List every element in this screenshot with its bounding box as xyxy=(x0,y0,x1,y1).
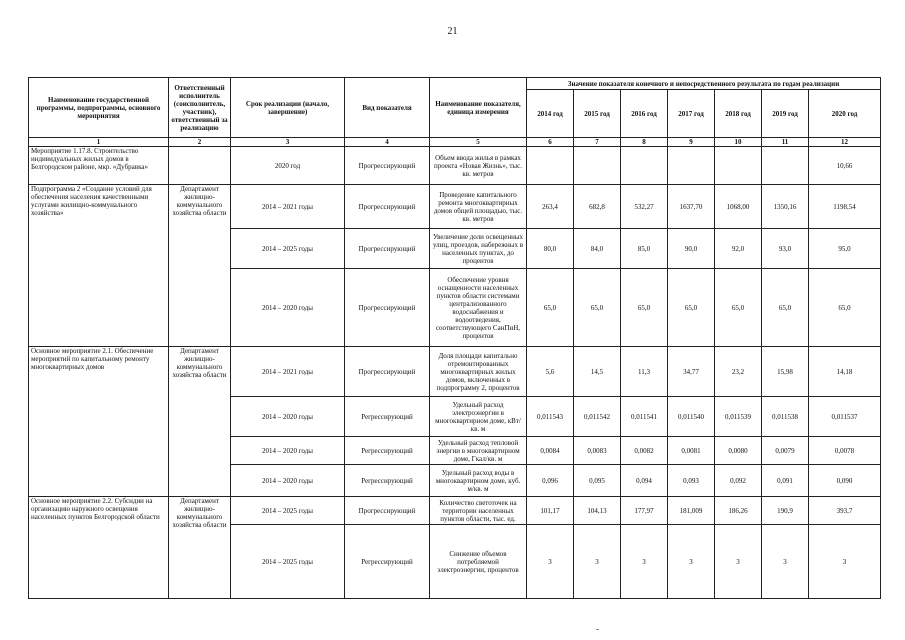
value-2017: 90,0 xyxy=(668,229,715,269)
header-name: Наименование государственной программы, подпрограммы, основного мероприятия xyxy=(29,78,169,138)
responsible-executor xyxy=(169,147,231,185)
value-2014 xyxy=(527,147,574,185)
header-year: 2015 год xyxy=(574,90,621,138)
table-row xyxy=(29,347,881,397)
value-2018: 23,2 xyxy=(715,347,762,397)
header-responsible: Ответственный исполнитель (соисполнитель, участник), ответственный за реализацию xyxy=(169,78,231,138)
program-name: Основное мероприятие 2.2. Субсидии на организацию наружного освещения населенных пунктов Белгородской области xyxy=(29,497,169,599)
value-2020: 14,18 xyxy=(809,347,881,397)
value-2016: 0,011541 xyxy=(621,397,668,437)
value-2017 xyxy=(668,147,715,185)
implementation-period: 2014 – 2020 годы xyxy=(231,397,345,437)
column-number: 1 xyxy=(29,138,169,147)
responsible-executor: Департамент жилищно-коммунального хозяйства области xyxy=(169,497,231,599)
program-name: Подпрограмма 2 «Создание условий для обеспечения населения качественными услугами жилищно-коммунального хозяйства» xyxy=(29,185,169,347)
value-2016: 177,97 xyxy=(621,497,668,525)
indicators-table xyxy=(28,77,881,599)
implementation-period: 2014 – 2021 годы xyxy=(231,347,345,397)
program-name: Мероприятие 1.17.8. Строительство индивидуальных жилых домов в Белгородском районе, мкр. «Дубравка» xyxy=(29,147,169,185)
value-2016: 0,0082 xyxy=(621,437,668,465)
value-2016: 11,3 xyxy=(621,347,668,397)
value-2018: 65,0 xyxy=(715,269,762,347)
indicator-name: Удельный расход тепловой энергии в многоквартирном доме, Гкал/кв. м xyxy=(430,437,527,465)
header-indicator-name: Наименование показателя, единица измерения xyxy=(430,78,527,138)
value-2014: 3 xyxy=(527,525,574,599)
value-2017: 0,093 xyxy=(668,465,715,497)
indicator-type: Регрессирующий xyxy=(345,465,430,497)
value-2018: 0,011539 xyxy=(715,397,762,437)
indicator-type: Прогрессирующий xyxy=(345,147,430,185)
value-2015: 0,011542 xyxy=(574,397,621,437)
column-number: 5 xyxy=(430,138,527,147)
indicator-name: Количество светоточек на территории населенных пунктов области, тыс. ед. xyxy=(430,497,527,525)
value-2014: 5,6 xyxy=(527,347,574,397)
value-2014: 263,4 xyxy=(527,185,574,229)
indicator-name: Объем ввода жилья в рамках проекта «Новая Жизнь», тыс. кв. метров xyxy=(430,147,527,185)
value-2017: 181,009 xyxy=(668,497,715,525)
column-number: 10 xyxy=(715,138,762,147)
value-2016: 3 xyxy=(621,525,668,599)
column-number: 7 xyxy=(574,138,621,147)
value-2017: 0,011540 xyxy=(668,397,715,437)
column-number: 3 xyxy=(231,138,345,147)
value-2016 xyxy=(621,147,668,185)
value-2019: 3 xyxy=(762,525,809,599)
header-year: 2018 год xyxy=(715,90,762,138)
implementation-period: 2014 – 2020 годы xyxy=(231,465,345,497)
responsible-executor: Департамент жилищно-коммунального хозяйства области xyxy=(169,347,231,497)
column-number: 4 xyxy=(345,138,430,147)
table-row xyxy=(29,185,881,229)
value-2018: 0,0080 xyxy=(715,437,762,465)
indicator-name: Снижение объемов потребляемой электроэнергии, процентов xyxy=(430,525,527,599)
value-2016: 0,094 xyxy=(621,465,668,497)
value-2019 xyxy=(762,147,809,185)
header-year: 2019 год xyxy=(762,90,809,138)
header-year: 2020 год xyxy=(809,90,881,138)
value-2020: 0,090 xyxy=(809,465,881,497)
indicator-type: Прогрессирующий xyxy=(345,229,430,269)
column-number: 11 xyxy=(762,138,809,147)
indicator-type: Регрессирующий xyxy=(345,397,430,437)
value-2020: 393,7 xyxy=(809,497,881,525)
header-values-group: Значение показателя конечного и непосредственного результата по годам реализации xyxy=(527,78,881,90)
value-2015: 104,13 xyxy=(574,497,621,525)
program-name: Основное мероприятие 2.1. Обеспечение мероприятий по капитальному ремонту многоквартирных домов xyxy=(29,347,169,497)
value-2014: 0,0084 xyxy=(527,437,574,465)
value-2020: 0,0078 xyxy=(809,437,881,465)
value-2020: 3 xyxy=(809,525,881,599)
indicator-name: Увеличение доли освещенных улиц, проездов, набережных в населенных пунктах, до процентов xyxy=(430,229,527,269)
value-2017: 3 xyxy=(668,525,715,599)
value-2017: 0,0081 xyxy=(668,437,715,465)
implementation-period: 2014 – 2020 годы xyxy=(231,269,345,347)
value-2014: 101,17 xyxy=(527,497,574,525)
value-2020: 10,66 xyxy=(809,147,881,185)
column-number: 12 xyxy=(809,138,881,147)
value-2019: 0,0079 xyxy=(762,437,809,465)
value-2019: 15,98 xyxy=(762,347,809,397)
value-2018: 0,092 xyxy=(715,465,762,497)
value-2018: 1068,00 xyxy=(715,185,762,229)
value-2019: 1350,16 xyxy=(762,185,809,229)
column-number: 9 xyxy=(668,138,715,147)
value-2014: 65,0 xyxy=(527,269,574,347)
indicator-name: Обеспечение уровня оснащенности населенных пунктов области системами централизованного водоснабжения и водоотведения, соответствующего СанПиН, процентов xyxy=(430,269,527,347)
value-2017: 65,0 xyxy=(668,269,715,347)
value-2020: 0,011537 xyxy=(809,397,881,437)
column-number: 8 xyxy=(621,138,668,147)
value-2015: 0,095 xyxy=(574,465,621,497)
implementation-period: 2014 – 2020 годы xyxy=(231,437,345,465)
indicator-name: Удельный расход электроэнергии в многоквартирном доме, кВт/кв. м xyxy=(430,397,527,437)
indicator-name: Доля площади капитально отремонтированных многоквартирных жилых домов, включенных в подпрограмму 2, процентов xyxy=(430,347,527,397)
indicator-type: Прогрессирующий xyxy=(345,497,430,525)
implementation-period: 2014 – 2025 годы xyxy=(231,525,345,599)
column-number: 2 xyxy=(169,138,231,147)
implementation-period: 2020 год xyxy=(231,147,345,185)
value-2015: 65,0 xyxy=(574,269,621,347)
value-2014: 80,0 xyxy=(527,229,574,269)
header-year: 2017 год xyxy=(668,90,715,138)
responsible-executor: Департамент жилищно-коммунального хозяйства области xyxy=(169,185,231,347)
value-2015 xyxy=(574,147,621,185)
value-2015: 682,8 xyxy=(574,185,621,229)
value-2018: 92,0 xyxy=(715,229,762,269)
value-2019: 93,0 xyxy=(762,229,809,269)
header-year: 2016 год xyxy=(621,90,668,138)
header-year: 2014 год xyxy=(527,90,574,138)
value-2015: 84,0 xyxy=(574,229,621,269)
value-2014: 0,096 xyxy=(527,465,574,497)
value-2018: 186,26 xyxy=(715,497,762,525)
implementation-period: 2014 – 2025 годы xyxy=(231,229,345,269)
indicator-type: Прогрессирующий xyxy=(345,185,430,229)
implementation-period: 2014 – 2025 годы xyxy=(231,497,345,525)
value-2016: 65,0 xyxy=(621,269,668,347)
page-number: 21 xyxy=(447,26,458,37)
table-row xyxy=(29,147,881,185)
value-2016: 85,0 xyxy=(621,229,668,269)
value-2018: 3 xyxy=(715,525,762,599)
indicator-name: Удельный расход воды в многоквартирном доме, куб. м/кв. м xyxy=(430,465,527,497)
indicator-type: Регрессирующий xyxy=(345,525,430,599)
value-2020: 1198,54 xyxy=(809,185,881,229)
value-2020: 65,0 xyxy=(809,269,881,347)
value-2018 xyxy=(715,147,762,185)
indicator-type: Регрессирующий xyxy=(345,437,430,465)
header-period: Срок реализации (начало, завершение) xyxy=(231,78,345,138)
value-2019: 190,9 xyxy=(762,497,809,525)
value-2020: 95,0 xyxy=(809,229,881,269)
indicator-type: Прогрессирующий xyxy=(345,269,430,347)
value-2014: 0,011543 xyxy=(527,397,574,437)
implementation-period: 2014 – 2021 годы xyxy=(231,185,345,229)
column-number: 6 xyxy=(527,138,574,147)
value-2019: 0,011538 xyxy=(762,397,809,437)
table-row xyxy=(29,497,881,525)
value-2019: 65,0 xyxy=(762,269,809,347)
value-2019: 0,091 xyxy=(762,465,809,497)
scan-artifact xyxy=(596,629,599,630)
value-2015: 0,0083 xyxy=(574,437,621,465)
value-2017: 1637,70 xyxy=(668,185,715,229)
indicator-name: Проведение капитального ремонта многоквартирных домов общей площадью, тыс. кв. метров xyxy=(430,185,527,229)
value-2017: 34,77 xyxy=(668,347,715,397)
header-indicator-type: Вид показателя xyxy=(345,78,430,138)
value-2015: 3 xyxy=(574,525,621,599)
indicator-type: Прогрессирующий xyxy=(345,347,430,397)
value-2015: 14,5 xyxy=(574,347,621,397)
value-2016: 532,27 xyxy=(621,185,668,229)
